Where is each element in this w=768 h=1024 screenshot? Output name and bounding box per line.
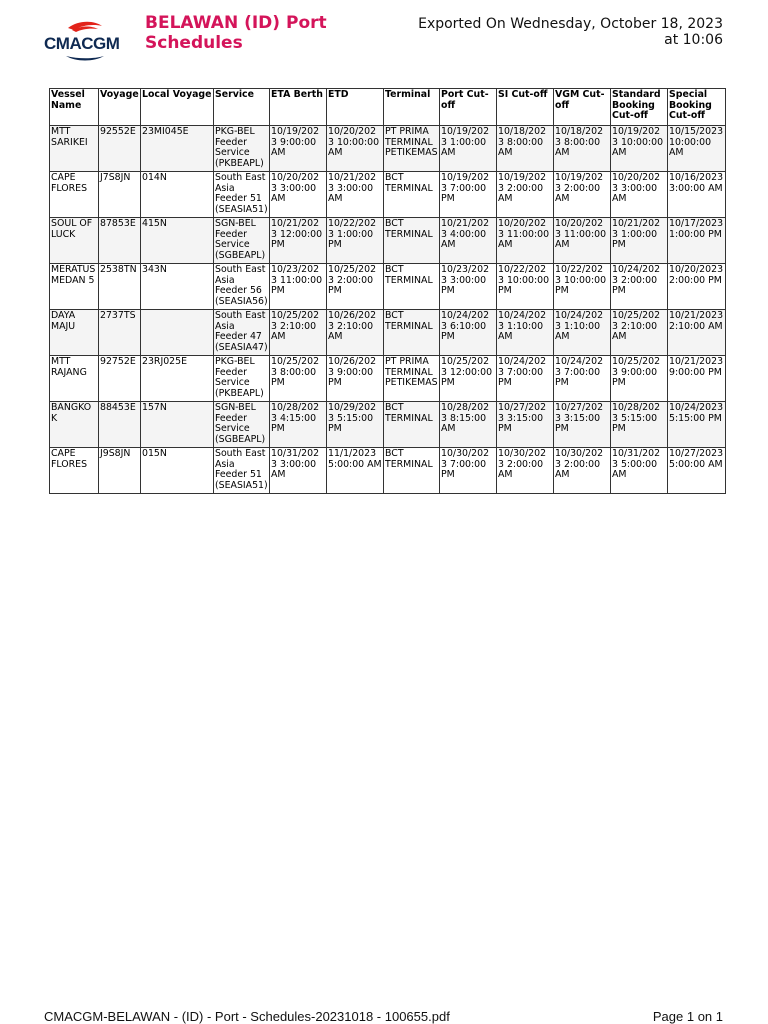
table-cell: 10/20/2023 10:00:00 AM bbox=[327, 126, 384, 172]
table-cell: 10/28/2023 5:15:00 PM bbox=[611, 402, 668, 448]
table-row bbox=[50, 126, 726, 172]
table-cell: 10/19/2023 2:00:00 AM bbox=[554, 172, 611, 218]
column-header: SI Cut-off bbox=[497, 89, 554, 126]
table-cell: South East Asia Feeder 56 (SEASIA56) bbox=[214, 264, 270, 310]
table-row bbox=[50, 402, 726, 448]
table-cell: 10/25/2023 12:00:00 PM bbox=[440, 356, 497, 402]
table-cell: MERATUS MEDAN 5 bbox=[50, 264, 99, 310]
table-cell: SGN-BEL Feeder Service (SGBEAPL) bbox=[214, 402, 270, 448]
table-cell: 10/17/2023 1:00:00 PM bbox=[668, 218, 726, 264]
table-cell: 10/20/2023 2:00:00 PM bbox=[668, 264, 726, 310]
table-cell: 10/18/2023 8:00:00 AM bbox=[554, 126, 611, 172]
column-header: ETD bbox=[327, 89, 384, 126]
table-cell: BANGKOK bbox=[50, 402, 99, 448]
table-cell: 10/24/2023 6:10:00 PM bbox=[440, 310, 497, 356]
table-cell: 10/20/2023 11:00:00 AM bbox=[554, 218, 611, 264]
table-cell: 10/24/2023 5:15:00 PM bbox=[668, 402, 726, 448]
table-cell: 10/24/2023 1:10:00 AM bbox=[554, 310, 611, 356]
table-cell: BCT TERMINAL bbox=[384, 218, 440, 264]
table-cell: BCT TERMINAL bbox=[384, 402, 440, 448]
table-cell: 10/20/2023 3:00:00 AM bbox=[270, 172, 327, 218]
table-cell: 10/15/2023 10:00:00 AM bbox=[668, 126, 726, 172]
table-cell: 87853E bbox=[99, 218, 141, 264]
column-header: Vessel Name bbox=[50, 89, 99, 126]
table-cell: 92552E bbox=[99, 126, 141, 172]
table-cell: 10/21/2023 3:00:00 AM bbox=[327, 172, 384, 218]
table-cell: 10/19/2023 1:00:00 AM bbox=[440, 126, 497, 172]
table-cell: 10/20/2023 3:00:00 AM bbox=[611, 172, 668, 218]
table-cell: PKG-BEL Feeder Service (PKBEAPL) bbox=[214, 126, 270, 172]
table-cell: 10/27/2023 3:15:00 PM bbox=[554, 402, 611, 448]
table-cell: 10/25/2023 2:00:00 PM bbox=[327, 264, 384, 310]
table-cell: BCT TERMINAL bbox=[384, 310, 440, 356]
table-cell: 015N bbox=[141, 448, 214, 494]
table-cell: 2538TN bbox=[99, 264, 141, 310]
table-body bbox=[50, 126, 726, 494]
table-cell: 10/22/2023 10:00:00 PM bbox=[497, 264, 554, 310]
table-cell: 10/28/2023 8:15:00 AM bbox=[440, 402, 497, 448]
table-row bbox=[50, 264, 726, 310]
column-header: Port Cut-off bbox=[440, 89, 497, 126]
table-cell: 11/1/2023 5:00:00 AM bbox=[327, 448, 384, 494]
table-cell: SGN-BEL Feeder Service (SGBEAPL) bbox=[214, 218, 270, 264]
table-cell: J7S8JN bbox=[99, 172, 141, 218]
table-cell: 10/30/2023 2:00:00 AM bbox=[554, 448, 611, 494]
table-cell: 10/31/2023 3:00:00 AM bbox=[270, 448, 327, 494]
column-header: Service bbox=[214, 89, 270, 126]
table-cell: BCT TERMINAL bbox=[384, 264, 440, 310]
table-cell: 10/24/2023 7:00:00 PM bbox=[497, 356, 554, 402]
table-cell: 10/31/2023 5:00:00 AM bbox=[611, 448, 668, 494]
table-cell: South East Asia Feeder 51 (SEASIA51) bbox=[214, 172, 270, 218]
table-cell: 10/21/2023 2:10:00 AM bbox=[668, 310, 726, 356]
table-cell: SOUL OF LUCK bbox=[50, 218, 99, 264]
table-cell: J9S8JN bbox=[99, 448, 141, 494]
table-header-row bbox=[50, 89, 726, 126]
table-cell: 10/21/2023 1:00:00 PM bbox=[611, 218, 668, 264]
table-cell: 10/24/2023 7:00:00 PM bbox=[554, 356, 611, 402]
table-cell: 157N bbox=[141, 402, 214, 448]
table-cell: 10/25/2023 2:10:00 AM bbox=[611, 310, 668, 356]
table-cell: 23RJ025E bbox=[141, 356, 214, 402]
table-cell: 10/19/2023 7:00:00 PM bbox=[440, 172, 497, 218]
table-cell: BCT TERMINAL bbox=[384, 448, 440, 494]
table-cell: PT PRIMA TERMINAL PETIKEMAS bbox=[384, 126, 440, 172]
table-row bbox=[50, 356, 726, 402]
table-cell: DAYA MAJU bbox=[50, 310, 99, 356]
table-cell: CAPE FLORES bbox=[50, 172, 99, 218]
table-cell: MTT SARIKEI bbox=[50, 126, 99, 172]
table-cell: 10/19/2023 2:00:00 AM bbox=[497, 172, 554, 218]
table-cell: 014N bbox=[141, 172, 214, 218]
export-info bbox=[403, 16, 723, 48]
table-cell: MTT RAJANG bbox=[50, 356, 99, 402]
table-cell bbox=[141, 310, 214, 356]
table-cell: 10/21/2023 9:00:00 PM bbox=[668, 356, 726, 402]
table-cell: South East Asia Feeder 51 (SEASIA51) bbox=[214, 448, 270, 494]
table-cell: PT PRIMA TERMINAL PETIKEMAS bbox=[384, 356, 440, 402]
table-cell: 10/22/2023 10:00:00 PM bbox=[554, 264, 611, 310]
table-cell: 10/23/2023 11:00:00 PM bbox=[270, 264, 327, 310]
column-header: VGM Cut-off bbox=[554, 89, 611, 126]
column-header: Terminal bbox=[384, 89, 440, 126]
table-cell: 10/21/2023 12:00:00 PM bbox=[270, 218, 327, 264]
table-row bbox=[50, 172, 726, 218]
schedule-table bbox=[49, 88, 726, 494]
table-cell: 10/27/2023 5:00:00 AM bbox=[668, 448, 726, 494]
footer-filename: CMACGM-BELAWAN - (ID) - Port - Schedules-20231018 - 100655.pdf bbox=[44, 1009, 450, 1024]
table-cell: PKG-BEL Feeder Service (PKBEAPL) bbox=[214, 356, 270, 402]
column-header: Standard Booking Cut-off bbox=[611, 89, 668, 126]
column-header: Special Booking Cut-off bbox=[668, 89, 726, 126]
page-title: BELAWAN (ID) Port Schedules bbox=[145, 13, 327, 53]
table-cell: 10/23/2023 3:00:00 PM bbox=[440, 264, 497, 310]
table-cell: BCT TERMINAL bbox=[384, 172, 440, 218]
table-cell: 10/26/2023 2:10:00 AM bbox=[327, 310, 384, 356]
table-cell: 10/30/2023 2:00:00 AM bbox=[497, 448, 554, 494]
footer-page-number: Page 1 on 1 bbox=[652, 1009, 723, 1024]
table-cell: 88453E bbox=[99, 402, 141, 448]
table-cell: 415N bbox=[141, 218, 214, 264]
table-cell: CAPE FLORES bbox=[50, 448, 99, 494]
table-cell: 92752E bbox=[99, 356, 141, 402]
table-cell: 10/25/2023 9:00:00 PM bbox=[611, 356, 668, 402]
exported-date: Exported On Wednesday, October 18, 2023 bbox=[418, 16, 723, 32]
table-cell: 10/16/2023 3:00:00 AM bbox=[668, 172, 726, 218]
table-cell: 10/25/2023 8:00:00 PM bbox=[270, 356, 327, 402]
table-row bbox=[50, 310, 726, 356]
column-header: Voyage bbox=[99, 89, 141, 126]
table-cell: 10/28/2023 4:15:00 PM bbox=[270, 402, 327, 448]
table-cell: 10/24/2023 1:10:00 AM bbox=[497, 310, 554, 356]
table-cell: 10/20/2023 11:00:00 AM bbox=[497, 218, 554, 264]
table-cell: 10/27/2023 3:15:00 PM bbox=[497, 402, 554, 448]
table-cell: 10/25/2023 2:10:00 AM bbox=[270, 310, 327, 356]
table-cell: 10/26/2023 9:00:00 PM bbox=[327, 356, 384, 402]
table-row bbox=[50, 218, 726, 264]
logo-text: CMACGM bbox=[44, 34, 120, 53]
table-cell: South East Asia Feeder 47 (SEASIA47) bbox=[214, 310, 270, 356]
table-cell: 23MI045E bbox=[141, 126, 214, 172]
table-cell: 10/30/2023 7:00:00 PM bbox=[440, 448, 497, 494]
table-row bbox=[50, 448, 726, 494]
cmacgm-logo bbox=[44, 16, 126, 66]
column-header: ETA Berth bbox=[270, 89, 327, 126]
table-cell: 2737TS bbox=[99, 310, 141, 356]
exported-time: at 10:06 bbox=[664, 32, 723, 48]
column-header: Local Voyage bbox=[141, 89, 214, 126]
table-cell: 10/24/2023 2:00:00 PM bbox=[611, 264, 668, 310]
table-cell: 343N bbox=[141, 264, 214, 310]
table-cell: 10/29/2023 5:15:00 PM bbox=[327, 402, 384, 448]
table-cell: 10/22/2023 1:00:00 PM bbox=[327, 218, 384, 264]
table-cell: 10/19/2023 9:00:00 AM bbox=[270, 126, 327, 172]
table-cell: 10/18/2023 8:00:00 AM bbox=[497, 126, 554, 172]
table-cell: 10/21/2023 4:00:00 AM bbox=[440, 218, 497, 264]
table-cell: 10/19/2023 10:00:00 AM bbox=[611, 126, 668, 172]
